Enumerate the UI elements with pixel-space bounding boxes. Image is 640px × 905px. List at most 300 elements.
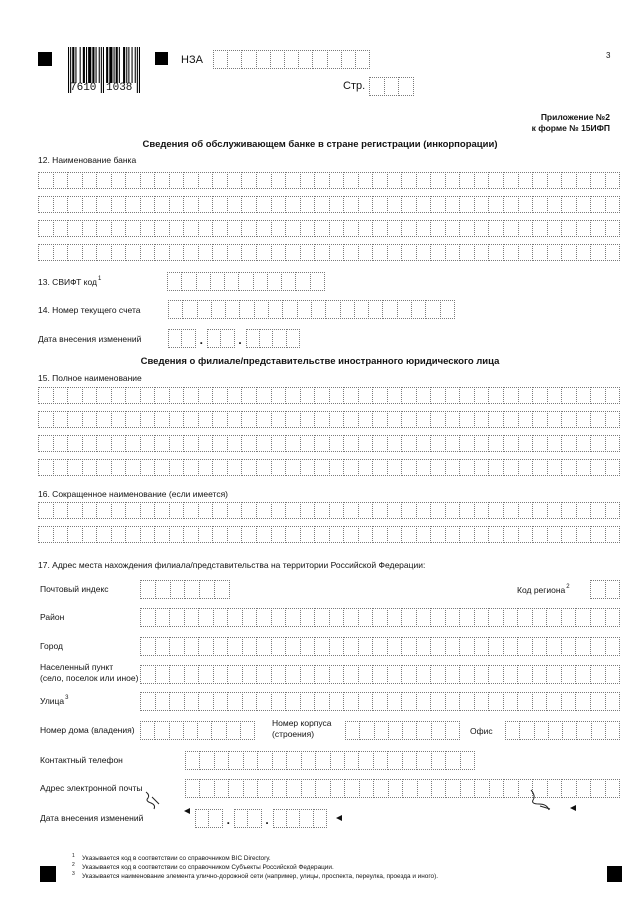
entry-cell	[213, 50, 228, 69]
entry-cell	[590, 692, 606, 711]
postal-code-label: Почтовый индекс	[40, 584, 109, 594]
entry-cell	[459, 244, 475, 261]
entry-cell	[224, 272, 239, 291]
entry-cell	[358, 459, 374, 476]
entry-cell	[576, 244, 592, 261]
date-separator: .	[226, 813, 230, 827]
cell-row	[213, 50, 370, 69]
entry-cell	[431, 779, 446, 798]
entry-cell	[358, 751, 373, 770]
entry-cell	[183, 220, 199, 237]
cell-row	[140, 665, 620, 684]
entry-cell	[384, 77, 400, 96]
entry-cell	[125, 526, 141, 543]
entry-cell	[300, 692, 316, 711]
entry-cell	[503, 502, 519, 519]
entry-cell	[168, 329, 182, 348]
entry-cell	[111, 502, 127, 519]
entry-cell	[576, 502, 592, 519]
corner-marker-bottom-right	[607, 866, 622, 882]
entry-cell	[140, 665, 156, 684]
entry-cell	[300, 526, 316, 543]
entry-cell	[387, 692, 403, 711]
entry-cell	[474, 692, 490, 711]
barcode-digits-right: 1038	[106, 82, 133, 94]
entry-cell	[125, 502, 141, 519]
barcode-bar	[109, 47, 112, 83]
entry-cell	[67, 459, 83, 476]
phone-field[interactable]	[185, 751, 475, 770]
postal-code-field[interactable]	[140, 580, 230, 599]
cell-row	[38, 220, 620, 237]
entry-cell	[590, 779, 605, 798]
entry-cell	[416, 411, 432, 428]
entry-cell	[314, 637, 330, 656]
entry-cell	[212, 172, 228, 189]
entry-cell	[169, 459, 185, 476]
entry-cell	[343, 637, 359, 656]
entry-cell	[256, 526, 272, 543]
entry-cell	[242, 637, 258, 656]
entry-cell	[183, 721, 198, 740]
entry-cell	[256, 244, 272, 261]
entry-cell	[372, 411, 388, 428]
barcode-bar	[92, 47, 94, 83]
arrow-mark	[336, 815, 342, 821]
entry-cell	[532, 637, 548, 656]
entry-cell	[312, 50, 327, 69]
entry-cell	[503, 411, 519, 428]
entry-cell	[96, 526, 112, 543]
entry-cell	[343, 411, 359, 428]
entry-cell	[227, 220, 243, 237]
entry-cell	[96, 435, 112, 452]
entry-cell	[358, 502, 374, 519]
entry-cell	[183, 459, 199, 476]
cell-row	[38, 459, 620, 476]
entry-cell	[605, 692, 621, 711]
entry-cell	[140, 244, 156, 261]
phone-label: Контактный телефон	[40, 755, 123, 765]
footnote-ref-3: 3	[65, 695, 69, 701]
entry-cell	[212, 411, 228, 428]
entry-cell	[330, 779, 345, 798]
entry-cell	[576, 387, 592, 404]
entry-cell	[343, 196, 359, 213]
entry-cell	[474, 526, 490, 543]
entry-cell	[82, 172, 98, 189]
entry-cell	[488, 172, 504, 189]
entry-cell	[314, 502, 330, 519]
locality-field[interactable]	[140, 665, 620, 684]
entry-cell	[183, 526, 199, 543]
entry-cell	[213, 608, 229, 627]
entry-cell	[169, 244, 185, 261]
entry-cell	[474, 502, 490, 519]
entry-cell	[198, 637, 214, 656]
entry-cell	[197, 721, 212, 740]
entry-cell	[67, 387, 83, 404]
entry-cell	[182, 300, 197, 319]
entry-cell	[605, 721, 620, 740]
office-field[interactable]	[505, 721, 620, 740]
entry-cell	[67, 172, 83, 189]
entry-cell	[82, 502, 98, 519]
entry-cell	[503, 459, 519, 476]
entry-cell	[53, 196, 69, 213]
barcode-bar	[75, 47, 76, 83]
entry-cell	[243, 751, 258, 770]
entry-cell	[300, 220, 316, 237]
entry-cell	[561, 608, 577, 627]
entry-cell	[416, 244, 432, 261]
entry-cell	[271, 172, 287, 189]
entry-cell	[518, 779, 533, 798]
entry-cell	[285, 459, 301, 476]
entry-cell	[430, 692, 446, 711]
entry-cell	[575, 608, 591, 627]
entry-cell	[125, 435, 141, 452]
city-field[interactable]	[140, 637, 620, 656]
entry-cell	[246, 329, 260, 348]
cell-row	[185, 751, 475, 770]
cell-row	[345, 721, 460, 740]
entry-cell	[227, 172, 243, 189]
entry-cell	[125, 196, 141, 213]
entry-cell	[329, 387, 345, 404]
region-code-field[interactable]	[590, 580, 620, 599]
entry-cell	[397, 300, 412, 319]
entry-cell	[285, 435, 301, 452]
entry-cell	[285, 637, 301, 656]
entry-cell	[459, 692, 475, 711]
account-number-field[interactable]	[168, 300, 455, 319]
entry-cell	[214, 779, 229, 798]
entry-cell	[488, 435, 504, 452]
corner-marker-bottom-left	[40, 866, 56, 882]
entry-cell	[247, 809, 261, 828]
entry-cell	[313, 809, 327, 828]
entry-cell	[197, 300, 212, 319]
locality-hint: (село, поселок или иное)	[40, 673, 139, 683]
barcode-bar	[126, 47, 127, 83]
entry-cell	[300, 196, 316, 213]
entry-cell	[445, 692, 461, 711]
entry-cell	[398, 77, 414, 96]
entry-cell	[227, 665, 243, 684]
entry-cell	[430, 435, 446, 452]
entry-cell	[387, 411, 403, 428]
entry-cell	[125, 411, 141, 428]
entry-cell	[605, 526, 621, 543]
entry-cell	[343, 665, 359, 684]
entry-cell	[401, 526, 417, 543]
entry-cell	[154, 435, 170, 452]
street-label-text: Улица	[40, 696, 65, 706]
entry-cell	[285, 526, 301, 543]
entry-cell	[401, 411, 417, 428]
entry-cell	[67, 502, 83, 519]
entry-cell	[372, 172, 388, 189]
entry-cell	[183, 196, 199, 213]
cell-row	[38, 435, 620, 452]
entry-cell	[605, 779, 620, 798]
entry-cell	[170, 580, 186, 599]
entry-cell	[343, 608, 359, 627]
entry-cell	[372, 692, 388, 711]
entry-cell	[314, 244, 330, 261]
entry-cell	[576, 779, 591, 798]
entry-cell	[300, 172, 316, 189]
entry-cell	[300, 502, 316, 519]
branch-change-date-field[interactable]	[195, 809, 327, 828]
entry-cell	[53, 435, 69, 452]
entry-cell	[169, 435, 185, 452]
pen-scribble	[146, 792, 159, 809]
entry-cell	[227, 459, 243, 476]
entry-cell	[425, 300, 440, 319]
entry-cell	[314, 608, 330, 627]
entry-cell	[445, 608, 461, 627]
entry-cell	[329, 665, 345, 684]
entry-cell	[96, 411, 112, 428]
entry-cell	[96, 502, 112, 519]
district-field[interactable]	[140, 608, 620, 627]
nza-label: НЗА	[181, 54, 203, 66]
entry-cell	[445, 196, 461, 213]
entry-cell	[314, 526, 330, 543]
entry-cell	[325, 300, 340, 319]
entry-cell	[169, 692, 185, 711]
entry-cell	[111, 411, 127, 428]
entry-cell	[38, 172, 54, 189]
entry-cell	[169, 220, 185, 237]
entry-cell	[212, 526, 228, 543]
entry-cell	[285, 172, 301, 189]
page-number-field[interactable]	[369, 77, 414, 96]
building-number-label: Номер корпуса	[272, 718, 332, 728]
entry-cell	[488, 459, 504, 476]
entry-cell	[445, 751, 460, 770]
barcode-bar	[139, 47, 140, 93]
entry-cell	[300, 665, 316, 684]
barcode-bar	[86, 47, 87, 83]
entry-cell	[387, 220, 403, 237]
entry-cell	[401, 172, 417, 189]
entry-cell	[227, 387, 243, 404]
entry-cell	[459, 502, 475, 519]
entry-cell	[546, 608, 562, 627]
swift-code-field[interactable]	[167, 272, 325, 291]
entry-cell	[286, 329, 300, 348]
account-number-label: 14. Номер текущего счета	[38, 305, 141, 315]
entry-cell	[474, 196, 490, 213]
entry-cell	[82, 244, 98, 261]
entry-cell	[169, 665, 185, 684]
barcode-bar	[99, 47, 100, 83]
bank-change-date-field[interactable]	[168, 329, 300, 348]
page-label: Стр.	[343, 80, 366, 92]
entry-cell	[154, 387, 170, 404]
entry-cell	[547, 411, 563, 428]
house-number-field[interactable]	[140, 721, 255, 740]
entry-cell	[198, 411, 214, 428]
entry-cell	[503, 172, 519, 189]
email-field[interactable]	[185, 779, 620, 798]
entry-cell	[96, 220, 112, 237]
footnote-text: Указывается код в соответствии со справочником Субъекты Российской Федерации.	[82, 864, 334, 871]
entry-cell	[314, 435, 330, 452]
entry-cell	[532, 779, 547, 798]
entry-cell	[198, 692, 214, 711]
entry-cell	[314, 692, 330, 711]
entry-cell	[372, 637, 388, 656]
entry-cell	[503, 779, 518, 798]
cell-row	[167, 272, 325, 291]
entry-cell	[576, 220, 592, 237]
entry-cell	[341, 50, 356, 69]
entry-cell	[474, 220, 490, 237]
office-label: Офис	[470, 726, 493, 736]
entry-cell	[532, 244, 548, 261]
entry-cell	[372, 459, 388, 476]
entry-cell	[417, 779, 432, 798]
cell-row	[140, 692, 620, 711]
entry-cell	[387, 502, 403, 519]
entry-cell	[111, 196, 127, 213]
barcode-bar	[132, 47, 133, 83]
entry-cell	[355, 50, 370, 69]
entry-cell	[430, 387, 446, 404]
entry-cell	[38, 196, 54, 213]
entry-cell	[140, 502, 156, 519]
entry-cell	[460, 779, 475, 798]
entry-cell	[298, 50, 313, 69]
short-name-label: 16. Сокращенное наименование (если имеется)	[38, 489, 229, 499]
entry-cell	[227, 526, 243, 543]
entry-cell	[198, 172, 214, 189]
entry-cell	[272, 329, 286, 348]
cell-row	[168, 300, 455, 319]
entry-cell	[301, 751, 316, 770]
bank-name-field[interactable]	[38, 172, 620, 261]
entry-cell	[562, 721, 577, 740]
entry-cell	[181, 272, 196, 291]
entry-cell	[387, 387, 403, 404]
entry-cell	[561, 459, 577, 476]
entry-cell	[561, 244, 577, 261]
entry-cell	[532, 502, 548, 519]
entry-cell	[181, 329, 195, 348]
entry-cell	[359, 779, 374, 798]
entry-cell	[300, 637, 316, 656]
entry-cell	[548, 721, 563, 740]
entry-cell	[343, 692, 359, 711]
entry-cell	[445, 172, 461, 189]
entry-cell	[285, 411, 301, 428]
entry-cell	[300, 244, 316, 261]
nza-field[interactable]	[213, 50, 370, 69]
entry-cell	[547, 526, 563, 543]
entry-cell	[387, 751, 402, 770]
entry-cell	[387, 637, 403, 656]
entry-cell	[459, 172, 475, 189]
entry-cell	[169, 608, 185, 627]
entry-cell	[474, 665, 490, 684]
barcode-bar	[106, 47, 108, 83]
entry-cell	[273, 809, 287, 828]
entry-cell	[285, 665, 301, 684]
entry-cell	[576, 526, 592, 543]
entry-cell	[401, 435, 417, 452]
entry-cell	[241, 196, 257, 213]
entry-cell	[242, 692, 258, 711]
entry-cell	[315, 751, 330, 770]
entry-cell	[300, 459, 316, 476]
entry-cell	[561, 779, 576, 798]
entry-cell	[183, 172, 199, 189]
entry-cell	[488, 665, 504, 684]
entry-cell	[169, 411, 185, 428]
cell-row	[369, 77, 414, 96]
entry-cell	[220, 329, 234, 348]
entry-cell	[372, 526, 388, 543]
entry-cell	[358, 220, 374, 237]
entry-cell	[474, 411, 490, 428]
entry-cell	[590, 580, 606, 599]
entry-cell	[111, 220, 127, 237]
entry-cell	[284, 50, 299, 69]
entry-cell	[211, 721, 226, 740]
entry-cell	[285, 608, 301, 627]
entry-cell	[239, 300, 254, 319]
entry-cell	[329, 637, 345, 656]
entry-cell	[416, 435, 432, 452]
full-name-field[interactable]	[38, 387, 620, 476]
entry-cell	[561, 692, 577, 711]
entry-cell	[155, 637, 171, 656]
entry-cell	[314, 220, 330, 237]
entry-cell	[154, 172, 170, 189]
entry-cell	[183, 411, 199, 428]
entry-cell	[358, 692, 374, 711]
entry-cell	[503, 387, 519, 404]
entry-cell	[372, 244, 388, 261]
date-separator: .	[238, 333, 242, 347]
short-name-field[interactable]	[38, 502, 620, 543]
entry-cell	[183, 502, 199, 519]
entry-cell	[532, 411, 548, 428]
entry-cell	[285, 244, 301, 261]
entry-cell	[503, 244, 519, 261]
building-number-field[interactable]	[345, 721, 460, 740]
entry-cell	[605, 580, 621, 599]
entry-cell	[590, 220, 606, 237]
entry-cell	[96, 244, 112, 261]
entry-cell	[241, 244, 257, 261]
entry-cell	[300, 435, 316, 452]
entry-cell	[561, 637, 577, 656]
entry-cell	[431, 721, 446, 740]
entry-cell	[547, 196, 563, 213]
entry-cell	[605, 608, 621, 627]
street-field[interactable]	[140, 692, 620, 711]
entry-cell	[605, 172, 621, 189]
cell-row	[505, 721, 620, 740]
entry-cell	[184, 665, 200, 684]
barcode-bar	[128, 47, 129, 83]
entry-cell	[254, 300, 269, 319]
